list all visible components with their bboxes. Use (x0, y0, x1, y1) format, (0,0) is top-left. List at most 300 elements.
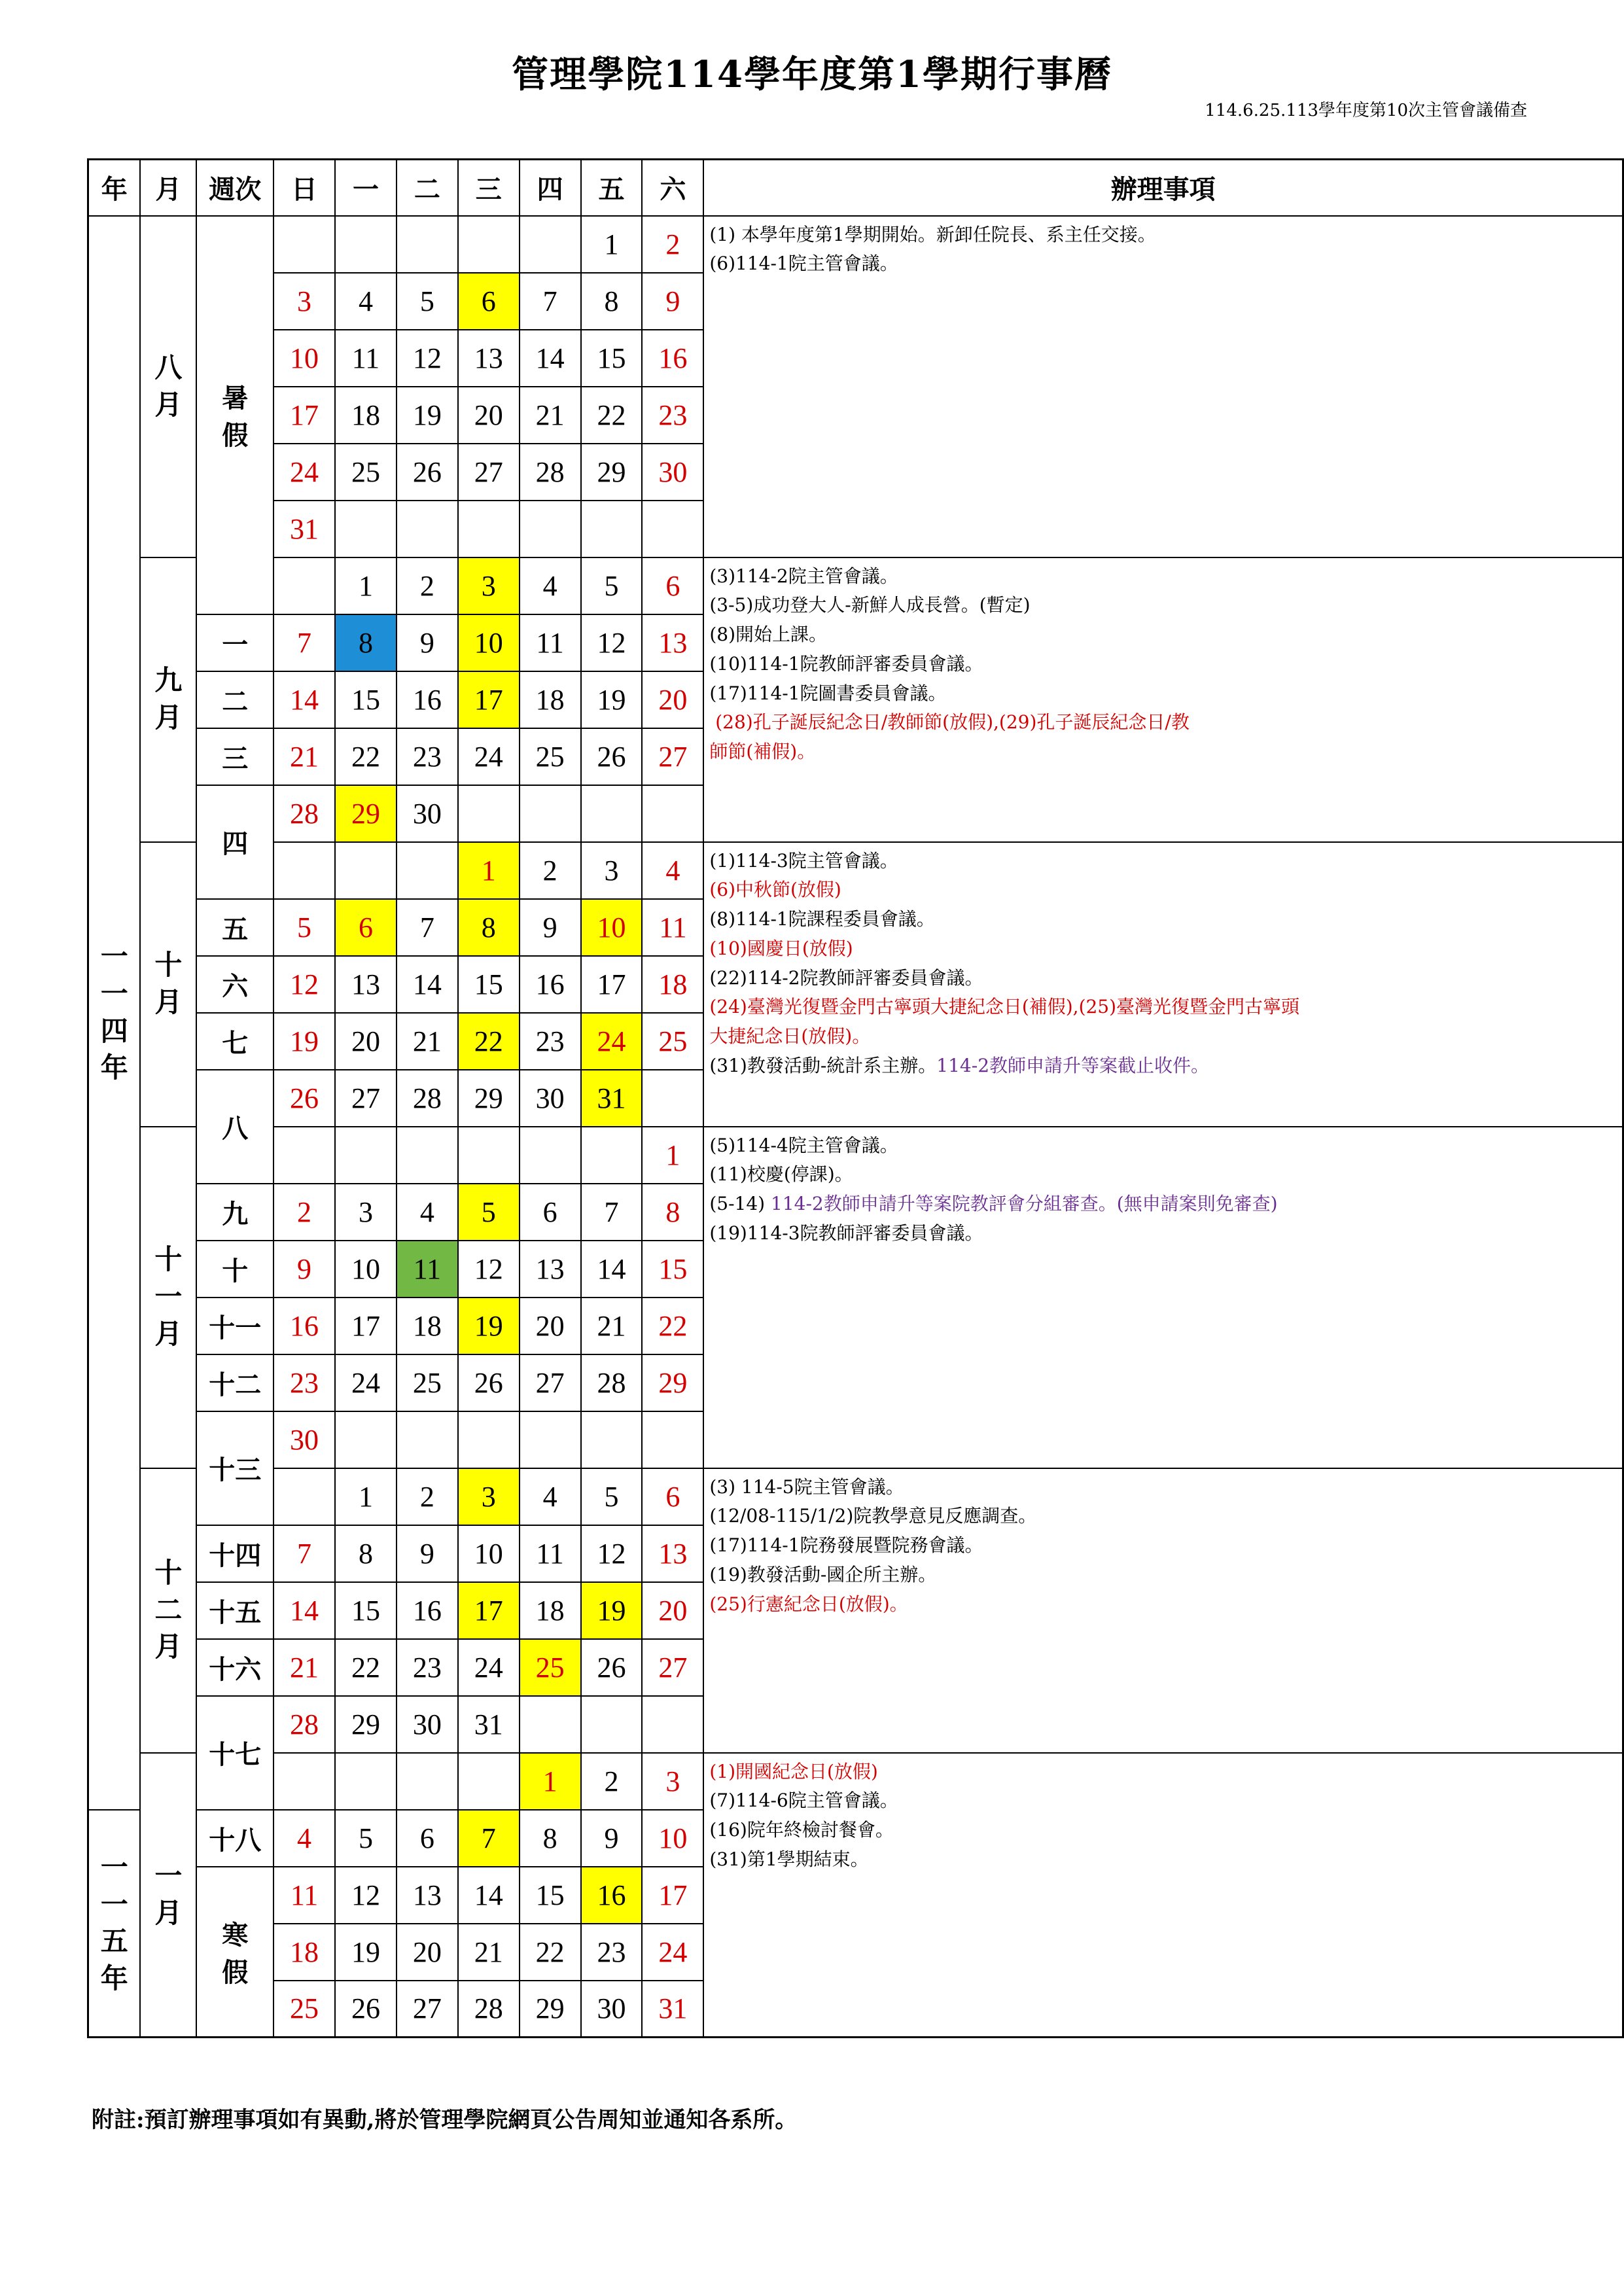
day-cell: 15 (581, 330, 643, 387)
day-cell: 23 (520, 1013, 581, 1070)
approval-note: 114.6.25.113學年度第10次主管會議備查 (1205, 101, 1527, 120)
event-line (709, 1051, 1617, 1081)
day-cell: 22 (335, 728, 397, 785)
day-cell: 19 (581, 1582, 643, 1639)
day-cell: 28 (520, 444, 581, 501)
week-label: 七 (196, 1013, 274, 1070)
header-day-thu: 四 (520, 160, 581, 216)
day-cell: 29 (581, 444, 643, 501)
day-cell: 14 (274, 1582, 335, 1639)
day-cell: 1 (520, 1753, 581, 1810)
event-text: (5-14) (709, 1193, 771, 1215)
day-cell: 23 (581, 1924, 643, 1981)
day-cell: 11 (520, 614, 581, 671)
header-row (88, 160, 1623, 216)
day-cell (642, 1696, 703, 1753)
day-cell (458, 1411, 520, 1468)
day-cell: 8 (581, 273, 643, 330)
day-cell: 28 (458, 1981, 520, 2038)
day-cell (458, 216, 520, 273)
day-cell: 9 (397, 1525, 458, 1582)
day-cell: 13 (520, 1241, 581, 1298)
day-cell: 10 (458, 614, 520, 671)
day-cell (458, 1127, 520, 1184)
header-events: 辦理事項 (703, 160, 1623, 216)
day-cell: 9 (274, 1241, 335, 1298)
day-cell: 26 (458, 1354, 520, 1411)
day-cell: 23 (274, 1354, 335, 1411)
header-month: 月 (140, 160, 196, 216)
day-cell: 21 (397, 1013, 458, 1070)
event-line (709, 249, 1617, 279)
day-cell: 24 (642, 1924, 703, 1981)
month-label: 九 月 (140, 557, 196, 842)
day-cell: 13 (458, 330, 520, 387)
event-text: (1)114-3院主管會議。 (709, 849, 898, 872)
day-cell: 27 (397, 1981, 458, 2038)
day-cell: 4 (520, 1468, 581, 1525)
events-cell (703, 1468, 1623, 1753)
day-cell: 12 (274, 956, 335, 1013)
event-text: (19)教發活動-國企所主辦。 (709, 1563, 937, 1585)
day-cell: 10 (274, 330, 335, 387)
week-label: 十四 (196, 1525, 274, 1582)
event-line (709, 1816, 1617, 1845)
day-cell: 16 (274, 1298, 335, 1354)
day-cell: 11 (520, 1525, 581, 1582)
day-cell: 24 (581, 1013, 643, 1070)
event-text: (28)孔子誕辰紀念日/教師節(放假),(29)孔子誕辰紀念日/教 (709, 711, 1190, 733)
day-cell (520, 1127, 581, 1184)
day-cell: 22 (520, 1924, 581, 1981)
day-cell: 12 (581, 1525, 643, 1582)
day-cell: 18 (520, 671, 581, 728)
event-text: (1)開國紀念日(放假) (709, 1760, 878, 1782)
event-text: (10)國慶日(放假) (709, 937, 853, 959)
event-text: (17)114-1院圖書委員會議。 (709, 682, 947, 704)
day-cell (397, 842, 458, 899)
day-cell: 31 (581, 1070, 643, 1127)
day-cell (581, 1411, 643, 1468)
day-cell: 6 (397, 1810, 458, 1867)
event-text: (7)114-6院主管會議。 (709, 1790, 898, 1812)
day-cell: 20 (642, 1582, 703, 1639)
header-year: 年 (88, 160, 141, 216)
day-cell: 17 (642, 1867, 703, 1924)
event-text: (6)中秋節(放假) (709, 879, 841, 901)
day-cell: 28 (274, 1696, 335, 1753)
event-line (709, 934, 1617, 964)
day-cell: 7 (274, 1525, 335, 1582)
day-cell (335, 1753, 397, 1810)
event-line (709, 1190, 1617, 1219)
calendar-row (88, 1753, 1623, 1810)
day-cell: 8 (335, 614, 397, 671)
week-label: 暑 假 (196, 216, 274, 614)
week-label: 八 (196, 1070, 274, 1184)
calendar-table (87, 158, 1624, 2038)
event-line (709, 1561, 1617, 1590)
day-cell: 2 (397, 1468, 458, 1525)
day-cell: 10 (458, 1525, 520, 1582)
day-cell: 14 (397, 956, 458, 1013)
day-cell: 23 (642, 387, 703, 444)
event-text: (16)院年終檢討餐會。 (709, 1819, 894, 1841)
event-text: (25)行憲紀念日(放假)。 (709, 1593, 908, 1615)
day-cell: 29 (642, 1354, 703, 1411)
day-cell (397, 501, 458, 557)
event-line (709, 875, 1617, 905)
day-cell: 23 (397, 728, 458, 785)
day-cell (581, 501, 643, 557)
day-cell: 9 (520, 899, 581, 956)
event-line (709, 1590, 1617, 1619)
day-cell: 6 (642, 1468, 703, 1525)
day-cell: 29 (335, 1696, 397, 1753)
day-cell: 1 (335, 1468, 397, 1525)
header-day-sat: 六 (642, 160, 703, 216)
week-label: 十七 (196, 1696, 274, 1810)
day-cell: 4 (642, 842, 703, 899)
event-text: (22)114-2院教師評審委員會議。 (709, 966, 983, 989)
day-cell: 3 (642, 1753, 703, 1810)
header-day-wed: 三 (458, 160, 520, 216)
day-cell: 7 (274, 614, 335, 671)
event-line (709, 1219, 1617, 1248)
day-cell: 14 (520, 330, 581, 387)
events-cell (703, 557, 1623, 842)
event-line (709, 708, 1617, 737)
day-cell: 13 (397, 1867, 458, 1924)
day-cell: 17 (274, 387, 335, 444)
day-cell: 11 (335, 330, 397, 387)
day-cell: 6 (642, 557, 703, 614)
day-cell: 16 (397, 1582, 458, 1639)
day-cell: 9 (397, 614, 458, 671)
day-cell: 27 (458, 444, 520, 501)
day-cell (397, 1411, 458, 1468)
day-cell: 15 (642, 1241, 703, 1298)
day-cell: 15 (520, 1867, 581, 1924)
year-label: 一 一 五 年 (88, 1810, 141, 2038)
day-cell: 18 (520, 1582, 581, 1639)
day-cell (520, 501, 581, 557)
day-cell: 17 (458, 1582, 520, 1639)
day-cell: 17 (335, 1298, 397, 1354)
day-cell: 30 (274, 1411, 335, 1468)
day-cell: 16 (642, 330, 703, 387)
week-label: 一 (196, 614, 274, 671)
day-cell: 31 (458, 1696, 520, 1753)
day-cell: 10 (642, 1810, 703, 1867)
day-cell: 2 (642, 216, 703, 273)
event-line (709, 620, 1617, 650)
day-cell: 21 (274, 1639, 335, 1696)
day-cell: 30 (520, 1070, 581, 1127)
day-cell: 1 (335, 557, 397, 614)
day-cell: 17 (581, 956, 643, 1013)
day-cell: 8 (458, 899, 520, 956)
month-label: 八 月 (140, 216, 196, 557)
day-cell: 28 (274, 785, 335, 842)
day-cell: 27 (642, 728, 703, 785)
day-cell: 12 (335, 1867, 397, 1924)
event-text: (3)114-2院主管會議。 (709, 565, 898, 587)
day-cell: 5 (458, 1184, 520, 1241)
week-label: 十六 (196, 1639, 274, 1696)
events-cell (703, 1753, 1623, 2038)
day-cell: 5 (397, 273, 458, 330)
day-cell: 7 (581, 1184, 643, 1241)
day-cell: 24 (335, 1354, 397, 1411)
day-cell: 14 (581, 1241, 643, 1298)
day-cell: 7 (520, 273, 581, 330)
day-cell (274, 1468, 335, 1525)
day-cell: 18 (274, 1924, 335, 1981)
event-text: (10)114-1院教師評審委員會議。 (709, 652, 983, 675)
day-cell: 21 (520, 387, 581, 444)
day-cell: 24 (458, 1639, 520, 1696)
day-cell: 5 (581, 1468, 643, 1525)
event-text: (6)114-1院主管會議。 (709, 253, 898, 275)
day-cell (335, 1411, 397, 1468)
day-cell: 23 (397, 1639, 458, 1696)
day-cell: 21 (581, 1298, 643, 1354)
event-line (709, 1022, 1617, 1051)
day-cell: 11 (642, 899, 703, 956)
event-text: (19)114-3院教師評審委員會議。 (709, 1222, 983, 1244)
day-cell: 27 (520, 1354, 581, 1411)
day-cell: 29 (520, 1981, 581, 2038)
day-cell: 30 (642, 444, 703, 501)
event-text: (17)114-1院務發展暨院務會議。 (709, 1534, 983, 1557)
event-line (709, 847, 1617, 876)
day-cell: 8 (642, 1184, 703, 1241)
day-cell: 26 (581, 728, 643, 785)
day-cell (642, 501, 703, 557)
day-cell: 2 (274, 1184, 335, 1241)
day-cell: 21 (458, 1924, 520, 1981)
day-cell: 15 (335, 1582, 397, 1639)
day-cell: 13 (642, 1525, 703, 1582)
event-text: (5)114-4院主管會議。 (709, 1134, 898, 1156)
day-cell: 25 (397, 1354, 458, 1411)
day-cell: 20 (397, 1924, 458, 1981)
day-cell: 26 (581, 1639, 643, 1696)
day-cell: 31 (274, 501, 335, 557)
event-text: (8)114-1院課程委員會議。 (709, 908, 935, 930)
day-cell (581, 785, 643, 842)
week-label: 九 (196, 1184, 274, 1241)
day-cell: 4 (274, 1810, 335, 1867)
month-label: 十 一 月 (140, 1127, 196, 1468)
calendar-row (88, 1468, 1623, 1525)
header-day-fri: 五 (581, 160, 643, 216)
day-cell: 19 (335, 1924, 397, 1981)
day-cell: 11 (397, 1241, 458, 1298)
day-cell: 1 (642, 1127, 703, 1184)
day-cell: 12 (581, 614, 643, 671)
event-line (709, 737, 1617, 767)
event-text: (8)開始上課。 (709, 624, 828, 646)
event-text: 師節(補假)。 (709, 741, 816, 763)
day-cell: 5 (274, 899, 335, 956)
day-cell (274, 557, 335, 614)
day-cell (642, 1411, 703, 1468)
header-day-mon: 一 (335, 160, 397, 216)
day-cell (642, 1070, 703, 1127)
day-cell (520, 785, 581, 842)
day-cell: 16 (581, 1867, 643, 1924)
day-cell: 11 (274, 1867, 335, 1924)
day-cell: 26 (397, 444, 458, 501)
day-cell: 19 (581, 671, 643, 728)
day-cell (397, 1127, 458, 1184)
day-cell: 26 (274, 1070, 335, 1127)
day-cell: 3 (458, 1468, 520, 1525)
day-cell (335, 501, 397, 557)
week-label: 十五 (196, 1582, 274, 1639)
day-cell: 2 (520, 842, 581, 899)
event-line (709, 591, 1617, 620)
day-cell: 27 (642, 1639, 703, 1696)
event-line (709, 1531, 1617, 1561)
day-cell: 25 (335, 444, 397, 501)
day-cell (397, 1753, 458, 1810)
day-cell: 22 (458, 1013, 520, 1070)
day-cell: 13 (335, 956, 397, 1013)
calendar-row (88, 842, 1623, 899)
event-line (709, 1160, 1617, 1190)
day-cell: 20 (335, 1013, 397, 1070)
day-cell: 6 (335, 899, 397, 956)
day-cell: 18 (642, 956, 703, 1013)
day-cell: 6 (458, 273, 520, 330)
day-cell: 31 (642, 1981, 703, 2038)
week-label: 四 (196, 785, 274, 899)
day-cell: 12 (458, 1241, 520, 1298)
event-line (709, 964, 1617, 993)
day-cell (458, 1753, 520, 1810)
day-cell: 22 (642, 1298, 703, 1354)
day-cell: 29 (458, 1070, 520, 1127)
event-line (709, 679, 1617, 709)
day-cell (520, 1411, 581, 1468)
events-cell (703, 842, 1623, 1127)
day-cell: 20 (520, 1298, 581, 1354)
day-cell: 27 (335, 1070, 397, 1127)
event-line (709, 1845, 1617, 1875)
calendar-row (88, 557, 1623, 614)
month-label: 十 月 (140, 842, 196, 1127)
day-cell: 16 (397, 671, 458, 728)
event-line (709, 905, 1617, 934)
week-label: 五 (196, 899, 274, 956)
day-cell: 4 (520, 557, 581, 614)
day-cell (274, 1127, 335, 1184)
day-cell: 8 (335, 1525, 397, 1582)
event-text: (12/08-115/1/2)院教學意見反應調查。 (709, 1505, 1037, 1527)
day-cell: 19 (397, 387, 458, 444)
day-cell: 18 (397, 1298, 458, 1354)
day-cell (397, 216, 458, 273)
event-line (709, 1502, 1617, 1531)
day-cell (642, 785, 703, 842)
event-text: 114-2教師申請升等案截止收件。 (936, 1055, 1210, 1077)
day-cell: 13 (642, 614, 703, 671)
day-cell: 5 (581, 557, 643, 614)
event-line (709, 1473, 1617, 1502)
calendar-row (88, 1127, 1623, 1184)
day-cell: 16 (520, 956, 581, 1013)
day-cell (274, 1753, 335, 1810)
header-day-sun: 日 (274, 160, 335, 216)
day-cell: 25 (274, 1981, 335, 2038)
day-cell: 8 (520, 1810, 581, 1867)
week-label: 寒 假 (196, 1867, 274, 2038)
event-text: (11)校慶(停課)。 (709, 1163, 853, 1186)
header-day-tue: 二 (397, 160, 458, 216)
event-line (709, 1786, 1617, 1816)
day-cell: 18 (335, 387, 397, 444)
day-cell: 7 (397, 899, 458, 956)
footnote: 附註:預訂辦理事項如有異動,將於管理學院網頁公告周知並通知各系所。 (92, 2107, 798, 2133)
day-cell: 10 (335, 1241, 397, 1298)
day-cell: 6 (520, 1184, 581, 1241)
day-cell: 7 (458, 1810, 520, 1867)
event-text: (3) 114-5院主管會議。 (709, 1475, 904, 1498)
day-cell: 24 (458, 728, 520, 785)
day-cell (458, 501, 520, 557)
day-cell: 19 (458, 1298, 520, 1354)
week-label: 二 (196, 671, 274, 728)
week-label: 十八 (196, 1810, 274, 1867)
calendar-row (88, 216, 1623, 273)
page-title: 管理學院114學年度第1學期行事曆 (512, 53, 1112, 96)
day-cell (274, 842, 335, 899)
week-label: 六 (196, 956, 274, 1013)
events-cell (703, 216, 1623, 557)
event-line (709, 1757, 1617, 1787)
day-cell (335, 216, 397, 273)
day-cell (335, 1127, 397, 1184)
week-label: 十三 (196, 1411, 274, 1525)
month-label: 十 二 月 (140, 1468, 196, 1753)
day-cell: 1 (458, 842, 520, 899)
event-line (709, 1131, 1617, 1161)
day-cell (335, 842, 397, 899)
day-cell: 21 (274, 728, 335, 785)
header-week: 週次 (196, 160, 274, 216)
event-line (709, 993, 1617, 1022)
day-cell: 9 (581, 1810, 643, 1867)
day-cell: 1 (581, 216, 643, 273)
day-cell: 15 (458, 956, 520, 1013)
event-text: 114-2教師申請升等案院教評會分組審查。(無申請案則免審查) (771, 1193, 1278, 1215)
day-cell (274, 216, 335, 273)
event-text: (31)第1學期結束。 (709, 1848, 869, 1870)
event-text: (1) 本學年度第1學期開始。新卸任院長、系主任交接。 (709, 223, 1156, 245)
day-cell: 25 (520, 728, 581, 785)
day-cell: 30 (397, 1696, 458, 1753)
day-cell: 4 (397, 1184, 458, 1241)
day-cell: 29 (335, 785, 397, 842)
event-line (709, 221, 1617, 250)
event-text: 大捷紀念日(放假)。 (709, 1025, 871, 1048)
year-label: 一 一 四 年 (88, 216, 141, 1810)
day-cell (581, 1696, 643, 1753)
day-cell: 28 (397, 1070, 458, 1127)
